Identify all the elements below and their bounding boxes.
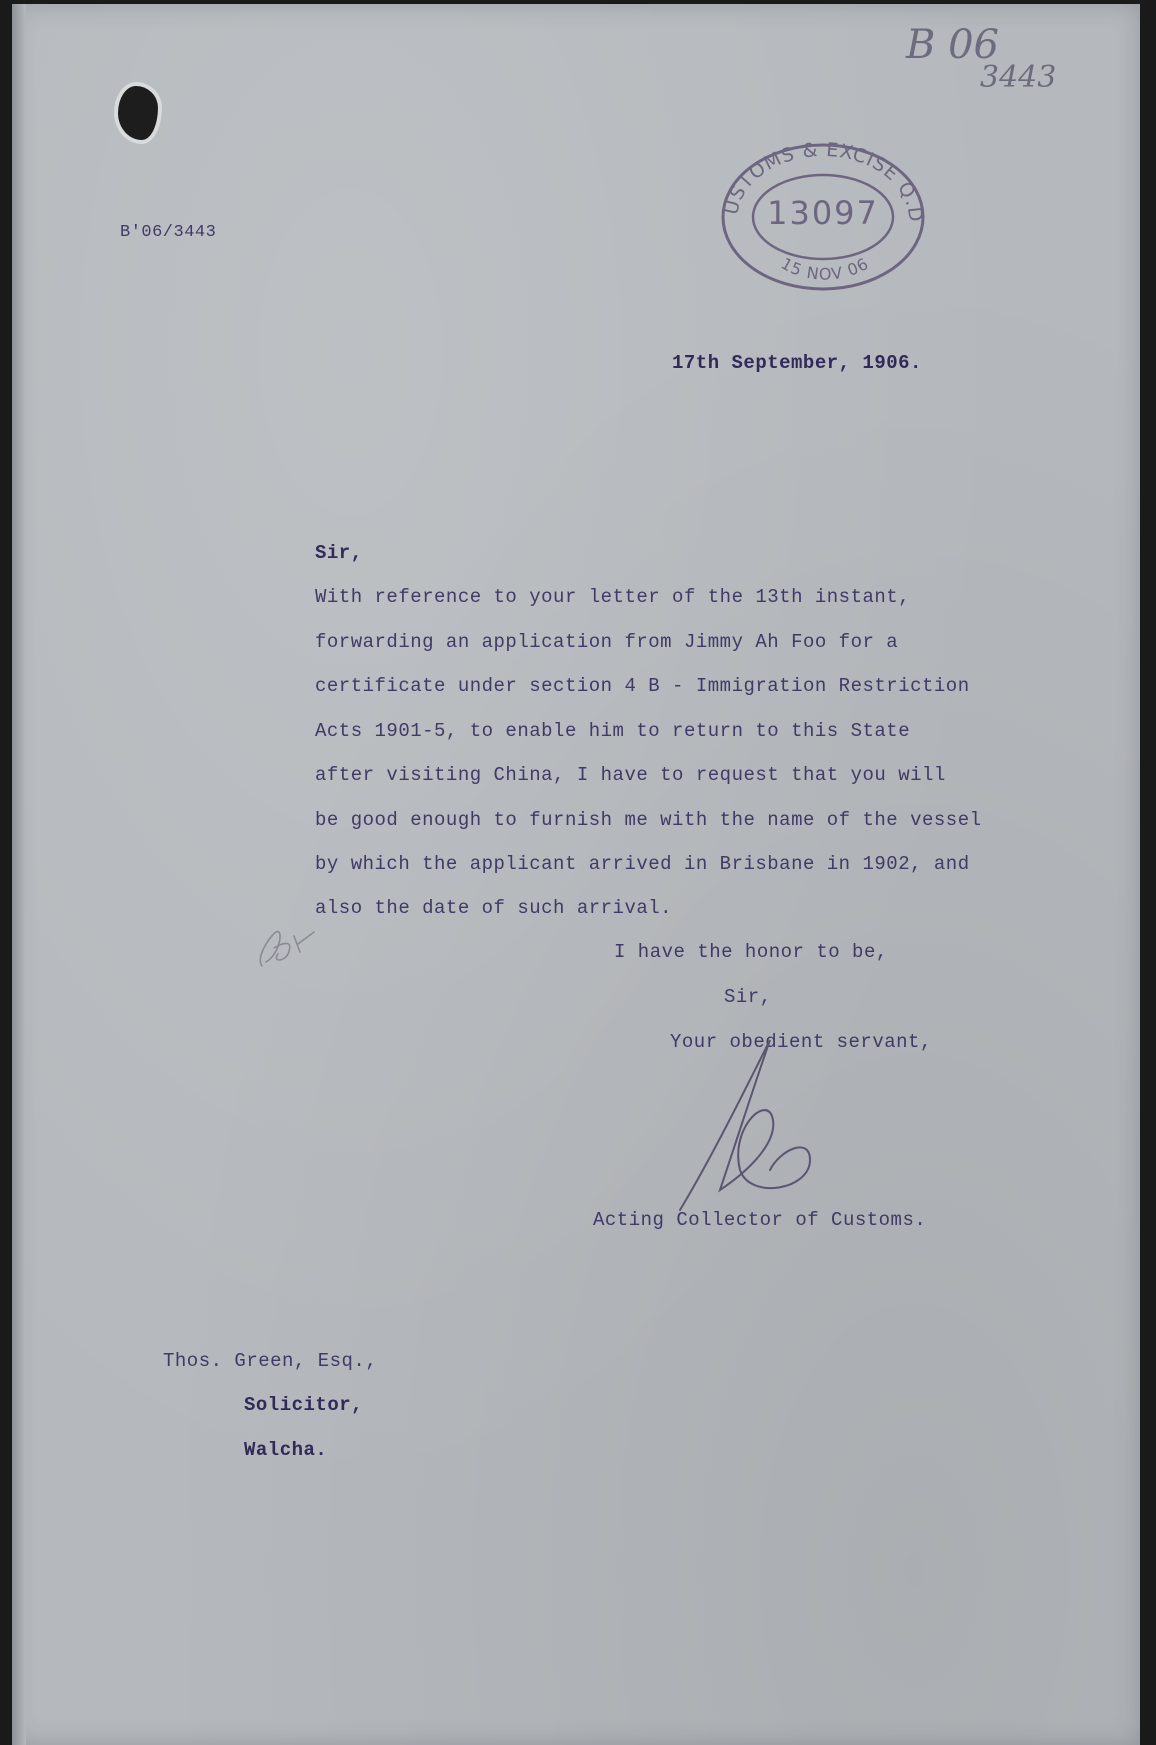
addressee-place: Walcha. [244,1439,328,1461]
body-line: after visiting China, I have to request that you will [315,764,946,786]
body-line: With reference to your letter of the 13th instant, [315,586,911,608]
customs-stamp [717,140,929,294]
paper-edge [12,4,26,1745]
handwritten-annotation [900,22,1100,102]
file-reference: B'06/3443 [120,223,217,242]
body-line: certificate under section 4 B - Immigration Restriction [315,675,970,697]
stamp-date: 15 NOV 06 [777,253,873,284]
punch-hole [118,86,158,140]
addressee-name: Thos. Green, Esq., [163,1350,378,1372]
handwritten-initials-icon [254,918,324,974]
annotation-line-2: 3443 [980,60,1057,95]
body-line: also the date of such arrival. [315,897,673,919]
letter-date: 17th September, 1906. [672,352,922,374]
body-line: forwarding an application from Jimmy Ah Foo for a [315,631,899,653]
signatory-title: Acting Collector of Customs. [593,1209,927,1231]
stamp-number: 13097 [767,194,879,232]
closing-sir: Sir, [724,986,772,1008]
closing: I have the honor to be, [614,941,888,963]
body-line: by which the applicant arrived in Brisbane in 1902, and [315,853,970,875]
body-line: be good enough to furnish me with the name of the vessel [315,809,982,831]
valediction: Your obedient servant, [670,1031,932,1053]
stamp-ring-text: USTOMS & EXCISE Q.D [720,140,927,224]
annotation-line-1: B 06 [906,22,1000,68]
salutation: Sir, [315,542,363,564]
addressee-role: Solicitor, [244,1394,364,1416]
body-line: Acts 1901-5, to enable him to return to this State [315,720,911,742]
signature-icon [660,1020,850,1220]
